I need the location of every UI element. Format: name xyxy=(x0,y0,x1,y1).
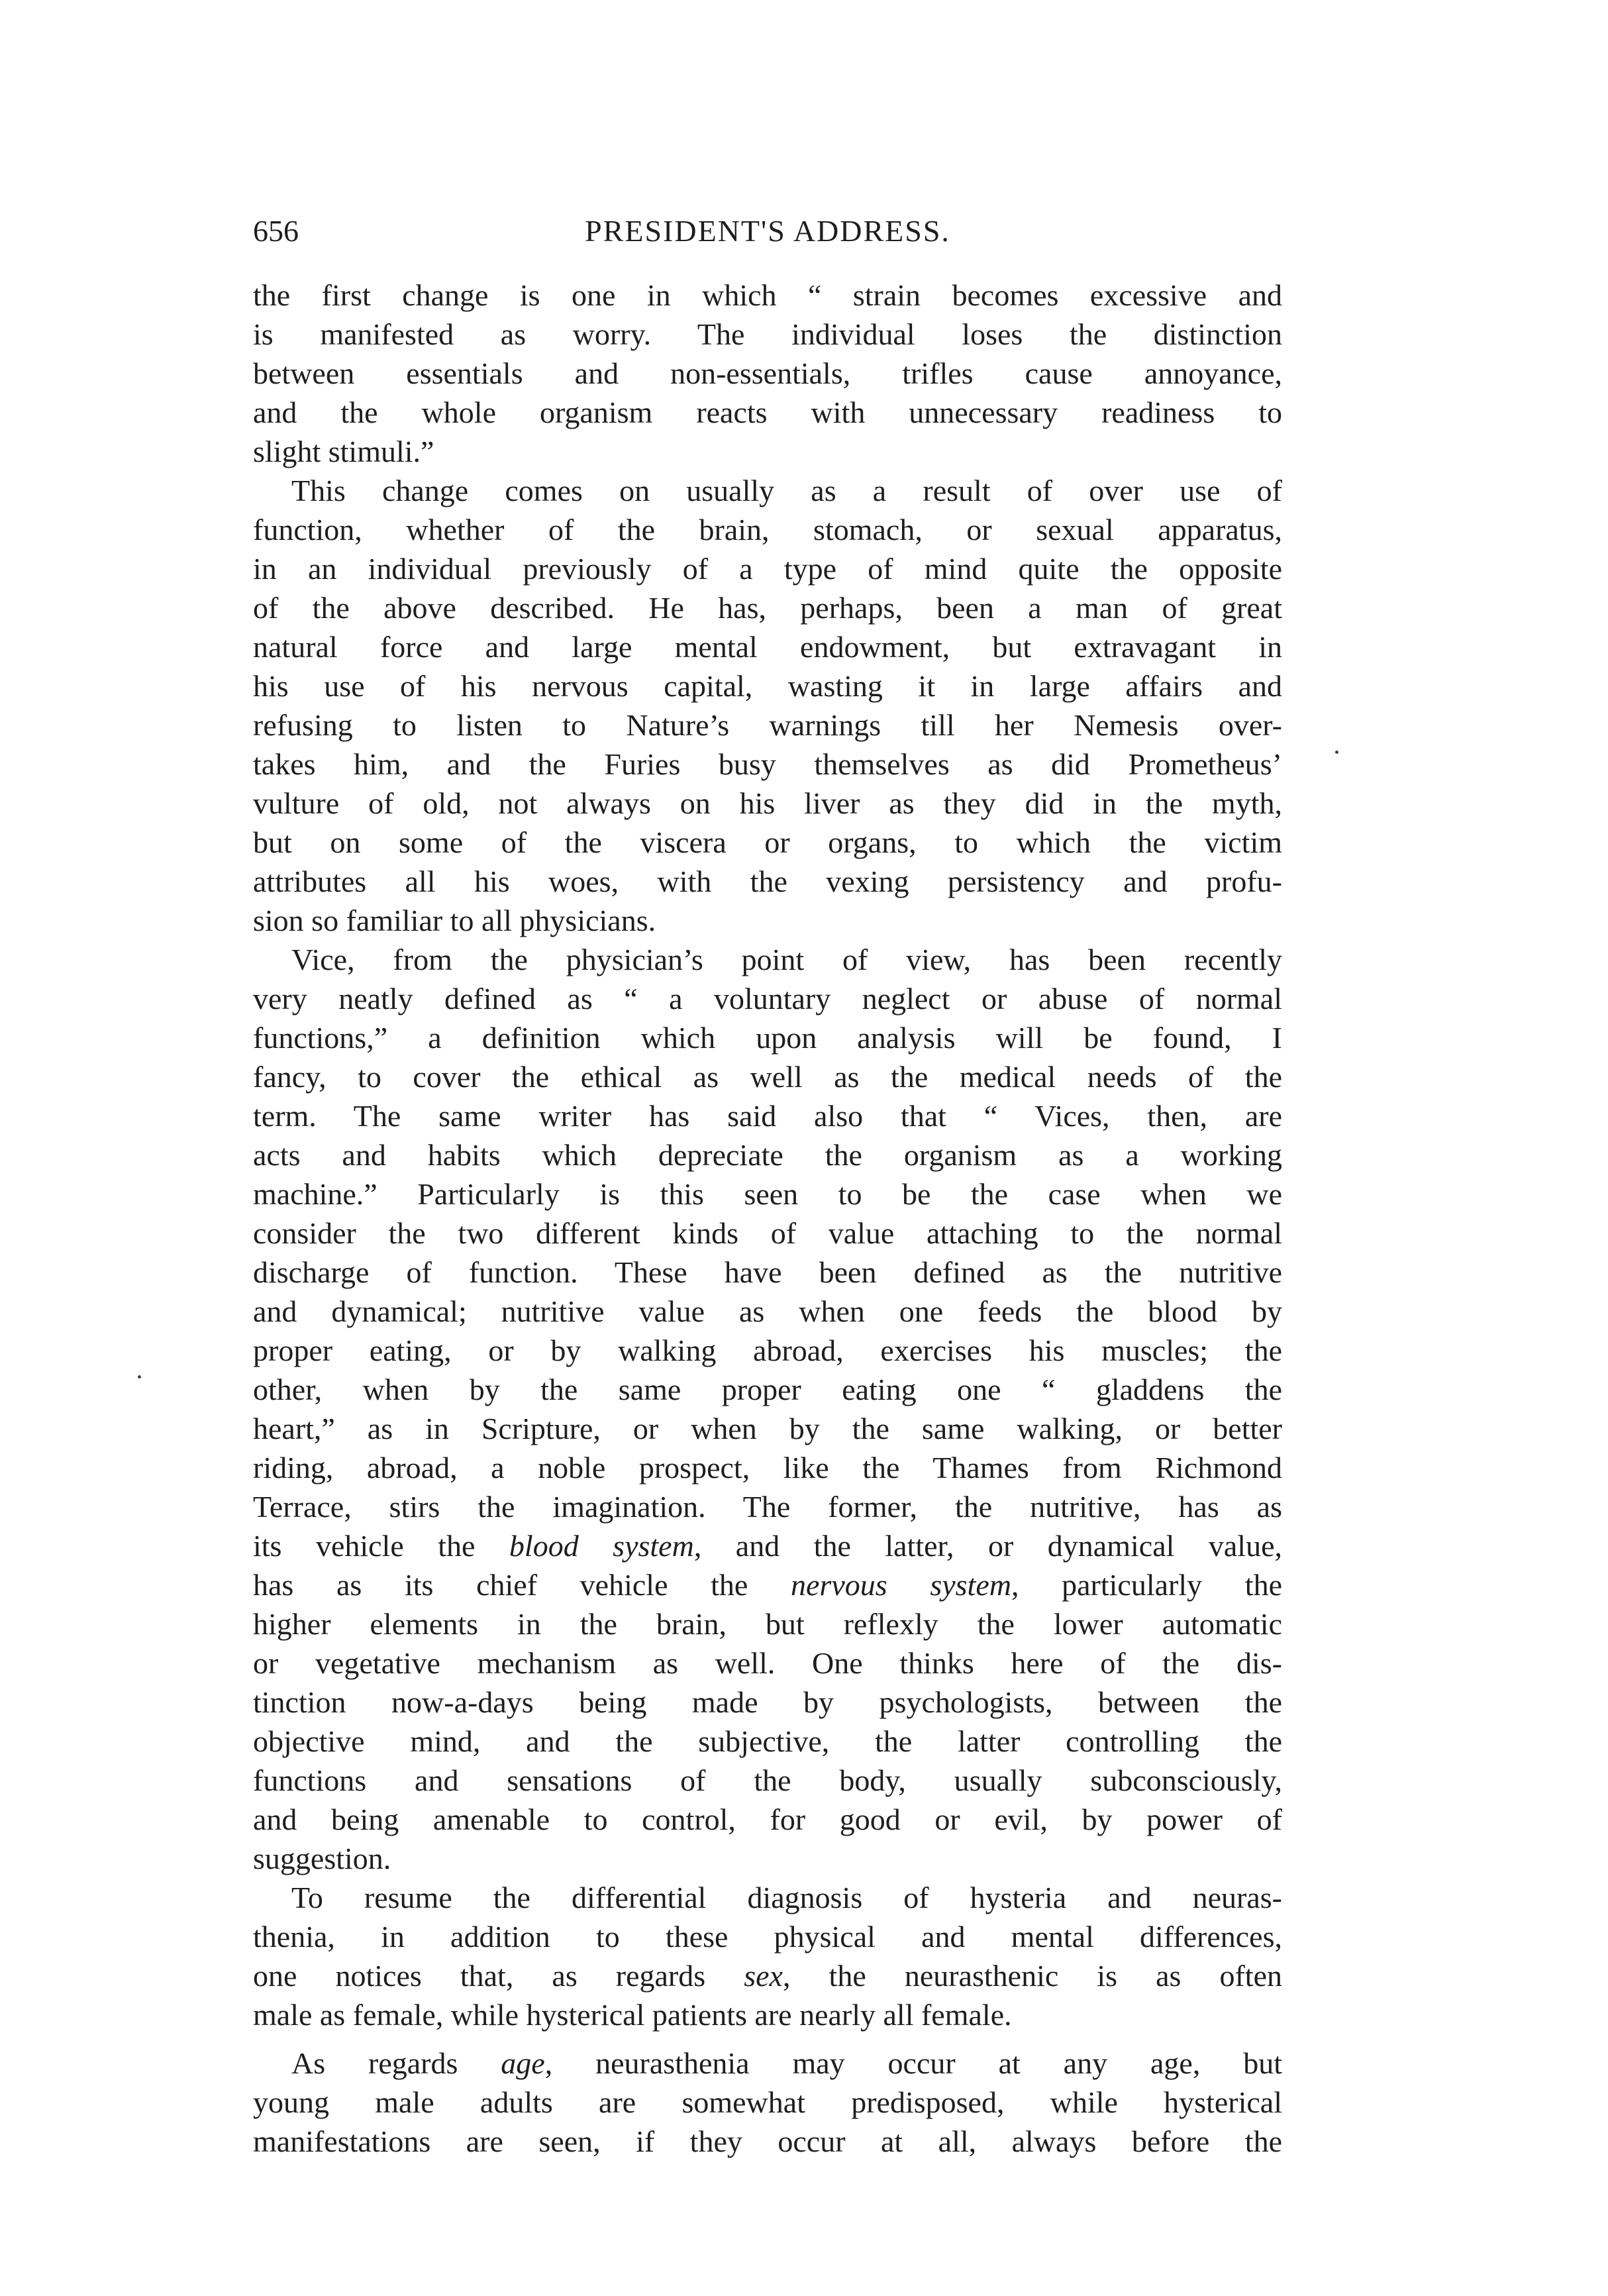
text-line: and dynamical; nutritive value as when one feeds the blood by xyxy=(253,1294,1282,1328)
text-line: manifestations are seen, if they occur at all, always before the xyxy=(253,2124,1282,2158)
text-segment: its vehicle the xyxy=(253,1529,509,1563)
italic-term: nervous system xyxy=(791,1568,1011,1602)
text-line: riding, abroad, a noble prospect, like the Thames from Richmond xyxy=(253,1451,1282,1485)
text-line: term. The same writer has said also that “ Vices, then, are xyxy=(253,1099,1282,1133)
text-line: proper eating, or by walking abroad, exercises his muscles; the xyxy=(253,1333,1282,1367)
paragraph xyxy=(253,2044,1282,2161)
text-segment: , and the latter, or dynamical value, xyxy=(693,1529,1282,1563)
italic-term: blood system xyxy=(509,1529,694,1563)
text-line: Vice, from the physician’s point of view, has been recently xyxy=(291,943,1282,976)
text-line: young male adults are somewhat predisposed, while hysterical xyxy=(253,2085,1282,2119)
paragraph xyxy=(253,940,1282,1878)
text-line: acts and habits which depreciate the organism as a working xyxy=(253,1138,1282,1172)
italic-term: age xyxy=(501,2046,545,2080)
text-line: suggestion. xyxy=(253,1842,391,1875)
text-line: functions and sensations of the body, usually subconsciously, xyxy=(253,1763,1282,1797)
text-line: male as female, while hysterical patients are nearly all female. xyxy=(253,1998,1012,2032)
text-line xyxy=(253,2044,1282,2083)
text-segment: , the neurasthenic is as often xyxy=(782,1959,1282,1993)
text-line: refusing to listen to Nature’s warnings till her Nemesis over- xyxy=(253,708,1282,742)
paragraph xyxy=(253,276,1282,471)
text-line: higher elements in the brain, but reflexly the lower automatic xyxy=(253,1607,1282,1641)
text-segment: has as its chief vehicle the xyxy=(253,1568,791,1602)
text-line: in an individual previously of a type of mind quite the opposite xyxy=(253,552,1282,586)
text-line: and the whole organism reacts with unnecessary readiness to xyxy=(253,395,1282,429)
text-line xyxy=(253,1565,1282,1604)
text-line xyxy=(253,1956,1282,1995)
print-speck xyxy=(1335,751,1338,754)
text-segment: As regards xyxy=(291,2046,501,2080)
paragraph xyxy=(253,1878,1282,2034)
text-line: objective mind, and the subjective, the latter controlling the xyxy=(253,1724,1282,1758)
italic-term: sex xyxy=(744,1959,783,1993)
text-line: consider the two different kinds of value attaching to the normal xyxy=(253,1216,1282,1250)
text-line: functions,” a definition which upon analysis will be found, I xyxy=(253,1021,1282,1055)
text-line: between essentials and non-essentials, trifles cause annoyance, xyxy=(253,356,1282,390)
text-line: Terrace, stirs the imagination. The former, the nutritive, has as xyxy=(253,1490,1282,1524)
text-line: heart,” as in Scripture, or when by the same walking, or better xyxy=(253,1412,1282,1445)
text-line: discharge of function. These have been defined as the nutritive xyxy=(253,1255,1282,1289)
text-segment: one notices that, as regards xyxy=(253,1959,744,1993)
paragraph xyxy=(253,471,1282,940)
text-line: This change comes on usually as a result of over use of xyxy=(291,474,1282,507)
text-line: sion so familiar to all physicians. xyxy=(253,904,656,937)
paragraph-gap xyxy=(253,2034,1282,2044)
text-line: and being amenable to control, for good or evil, by power of xyxy=(253,1802,1282,1836)
text-line: tinction now-a-days being made by psychologists, between the xyxy=(253,1685,1282,1719)
text-line: the first change is one in which “ strain becomes excessive and xyxy=(253,278,1282,312)
text-line: function, whether of the brain, stomach, or sexual apparatus, xyxy=(253,513,1282,547)
text-line: thenia, in addition to these physical and mental differences, xyxy=(253,1920,1282,1954)
text-line: or vegetative mechanism as well. One thinks here of the dis- xyxy=(253,1646,1282,1680)
text-line: is manifested as worry. The individual loses the distinction xyxy=(253,317,1282,351)
page-header xyxy=(253,208,1282,254)
text-line: fancy, to cover the ethical as well as the medical needs of the xyxy=(253,1060,1282,1094)
text-line xyxy=(253,1526,1282,1565)
text-line: vulture of old, not always on his liver as they did in the myth, xyxy=(253,786,1282,820)
text-line: very neatly defined as “ a voluntary neglect or abuse of normal xyxy=(253,982,1282,1016)
text-line: To resume the differential diagnosis of hysteria and neuras- xyxy=(291,1881,1282,1914)
page-number: 656 xyxy=(253,214,299,248)
text-line: machine.” Particularly is this seen to be the case when we xyxy=(253,1177,1282,1211)
print-speck xyxy=(138,1375,141,1379)
text-line: takes him, and the Furies busy themselves as did Prometheus’ xyxy=(253,747,1282,781)
text-segment: , neurasthenia may occur at any age, but xyxy=(544,2046,1283,2080)
running-head: PRESIDENT'S ADDRESS. xyxy=(585,214,950,248)
text-segment: , particularly the xyxy=(1011,1568,1282,1602)
text-line: natural force and large mental endowment, but extravagant in xyxy=(253,630,1282,664)
text-line: slight stimuli.” xyxy=(253,435,434,468)
text-line: but on some of the viscera or organs, to which the victim xyxy=(253,825,1282,859)
body-text xyxy=(253,276,1282,2161)
text-line: attributes all his woes, with the vexing persistency and profu- xyxy=(253,864,1282,898)
text-line: his use of his nervous capital, wasting it in large affairs and xyxy=(253,669,1282,703)
text-line: other, when by the same proper eating one “ gladdens the xyxy=(253,1373,1282,1406)
text-line: of the above described. He has, perhaps, been a man of great xyxy=(253,591,1282,625)
